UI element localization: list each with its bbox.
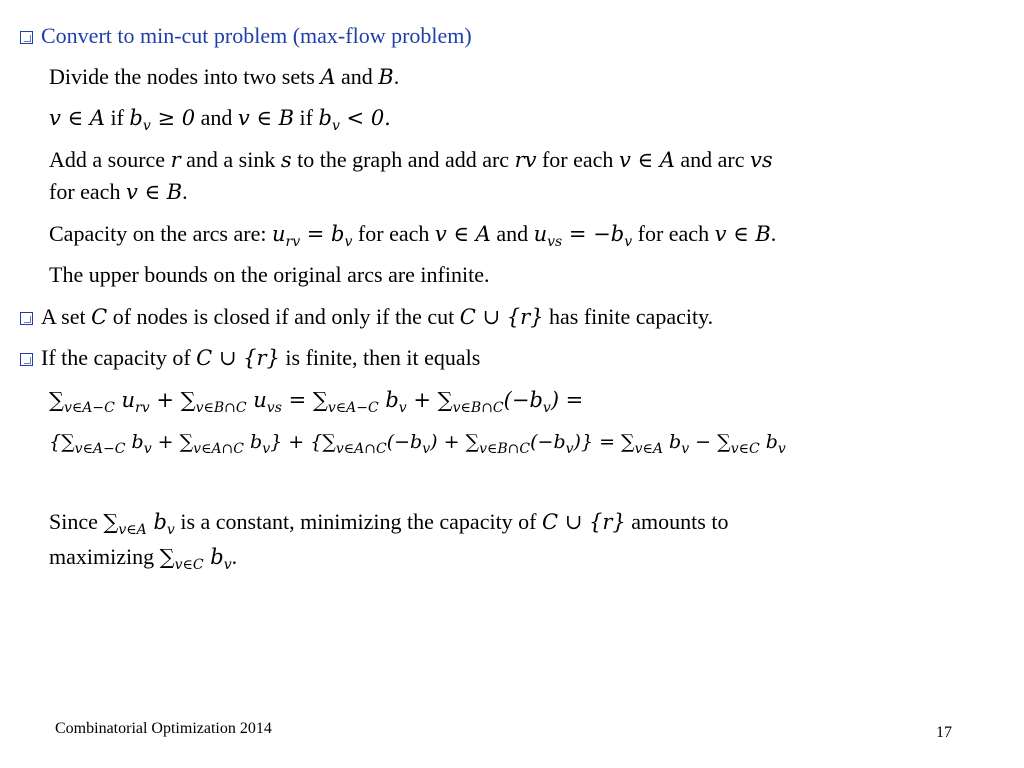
equation-line-1 <box>49 386 583 414</box>
math: s <box>280 148 292 172</box>
math: + ∑ <box>149 388 196 412</box>
math-sub: v <box>331 118 340 134</box>
bullet-3 <box>20 344 480 372</box>
line-add-source-sink <box>49 146 773 174</box>
text: and <box>335 64 379 89</box>
math: b <box>318 106 332 130</box>
math-sub: v <box>143 441 152 457</box>
line-capacity <box>49 220 776 248</box>
footer-title: Combinatorial Optimization 2014 <box>55 720 272 737</box>
math-sub: v <box>565 441 574 457</box>
math: v ∈ B <box>237 106 295 130</box>
math: ) = <box>550 388 584 412</box>
math-sub: v∈A−C <box>74 441 126 457</box>
math-sub: v∈A∩C <box>193 441 244 457</box>
math-sub: vs <box>266 400 282 416</box>
text: if <box>294 105 319 130</box>
text: A set <box>41 304 92 329</box>
text: If the capacity of <box>41 345 197 370</box>
math: b <box>203 545 224 569</box>
math: b <box>146 510 167 534</box>
math: C ∪ {r} <box>542 510 626 534</box>
text: maximizing <box>49 544 160 569</box>
text: for each <box>352 221 435 246</box>
math-sub: v∈B∩C <box>452 400 504 416</box>
math-sub: v <box>262 441 271 457</box>
math-sub: v <box>777 441 786 457</box>
math: C ∪ {r} <box>459 305 544 329</box>
math: v ∈ B <box>714 222 771 246</box>
math-sub: v <box>422 441 431 457</box>
math: r <box>170 148 181 172</box>
math: ∑ <box>103 510 119 534</box>
math: u <box>246 388 267 412</box>
text: . <box>231 544 238 569</box>
page-number: 17 <box>936 724 952 741</box>
math: u <box>114 388 136 412</box>
math-sub: v∈A <box>634 441 664 457</box>
math: u <box>533 222 548 246</box>
math-sub: v∈C <box>174 557 204 573</box>
math: } + {∑ <box>270 431 336 453</box>
math-sub: rv <box>135 400 150 416</box>
math-sub: v∈A−C <box>327 400 379 416</box>
text: Capacity on the arcs are: <box>49 221 272 246</box>
line-for-each-b <box>49 178 188 206</box>
math-sub: v <box>166 522 175 538</box>
math: rv <box>514 148 537 172</box>
text: and <box>195 105 238 130</box>
math: ) + ∑ <box>430 431 480 453</box>
text: if <box>104 105 130 130</box>
text: for each <box>632 221 715 246</box>
math: = ∑ <box>281 388 328 412</box>
text: for each <box>536 147 619 172</box>
math-sub: v∈A−C <box>64 400 115 416</box>
math: )} = ∑ <box>573 431 635 453</box>
text: to the graph and add arc <box>291 147 515 172</box>
bullet-1-text: Convert to min-cut problem (max-flow problem) <box>41 23 472 48</box>
bullet-2 <box>20 303 713 331</box>
text: of nodes is closed if and only if the cut <box>107 304 460 329</box>
math-sub: vs <box>547 234 563 250</box>
math: b <box>129 106 143 130</box>
line-since <box>49 508 728 536</box>
math-sub: v <box>223 557 232 573</box>
text: and <box>490 221 534 246</box>
math-sub: v∈C <box>730 441 760 457</box>
math: < 0. <box>339 106 391 130</box>
math-sub: v∈A∩C <box>335 441 387 457</box>
math: − ∑ <box>689 431 731 453</box>
math: (−b <box>530 431 566 453</box>
text: has finite capacity. <box>543 304 714 329</box>
math: B <box>378 65 394 89</box>
math: v ∈ A <box>49 106 105 130</box>
math-sub: v <box>542 400 551 416</box>
text: amounts to <box>625 509 729 534</box>
line-set-membership <box>49 104 391 132</box>
math: v ∈ B <box>125 180 183 204</box>
math: b <box>759 431 778 453</box>
text: and a sink <box>180 147 281 172</box>
text: . <box>393 64 400 89</box>
text: is finite, then it equals <box>279 345 481 370</box>
math: A <box>320 65 336 89</box>
math: + ∑ <box>151 431 194 453</box>
math: ∑ <box>159 545 175 569</box>
math-sub: v <box>142 118 151 134</box>
line-upper-bounds <box>49 261 489 289</box>
text: and arc <box>674 147 750 172</box>
text: is a constant, minimizing the capacity of <box>174 509 543 534</box>
math-sub: v <box>398 400 407 416</box>
text: . <box>182 179 188 204</box>
text: The upper bounds on the original arcs are infinite. <box>49 262 490 287</box>
equation-line-2 <box>49 428 786 456</box>
math: C ∪ {r} <box>196 346 280 370</box>
line-divide-nodes <box>49 63 399 91</box>
text: Divide the nodes into two sets <box>49 64 321 89</box>
math-sub: v∈A <box>118 522 147 538</box>
math: b <box>125 431 144 453</box>
math: vs <box>750 148 773 172</box>
math-sub: v∈B∩C <box>195 400 247 416</box>
math: b <box>663 431 682 453</box>
checkbox-bullet-icon <box>20 31 33 44</box>
math: v ∈ A <box>618 148 675 172</box>
math: b <box>378 388 399 412</box>
line-maximizing <box>49 543 237 571</box>
math: + ∑ <box>406 388 453 412</box>
math: ∑ <box>49 388 64 412</box>
math-sub: rv <box>285 234 301 250</box>
math: v ∈ A <box>434 222 491 246</box>
math: C <box>91 305 108 329</box>
math: b <box>244 431 263 453</box>
checkbox-bullet-icon <box>20 353 33 366</box>
math: (−b <box>503 388 543 412</box>
math: (−b <box>386 431 423 453</box>
math: u <box>271 222 286 246</box>
text: . <box>770 221 777 246</box>
text: for each <box>49 179 126 204</box>
math: {∑ <box>49 431 75 453</box>
math: = −b <box>562 222 625 246</box>
math: ≥ 0 <box>150 106 196 130</box>
math-sub: v <box>624 234 633 250</box>
math-sub: v <box>344 234 353 250</box>
text: Since <box>49 509 104 534</box>
math-sub: v <box>681 441 690 457</box>
checkbox-bullet-icon <box>20 312 33 325</box>
text: Add a source <box>49 147 171 172</box>
bullet-1 <box>20 22 472 50</box>
math: = b <box>300 222 345 246</box>
math-sub: v∈B∩C <box>479 441 531 457</box>
